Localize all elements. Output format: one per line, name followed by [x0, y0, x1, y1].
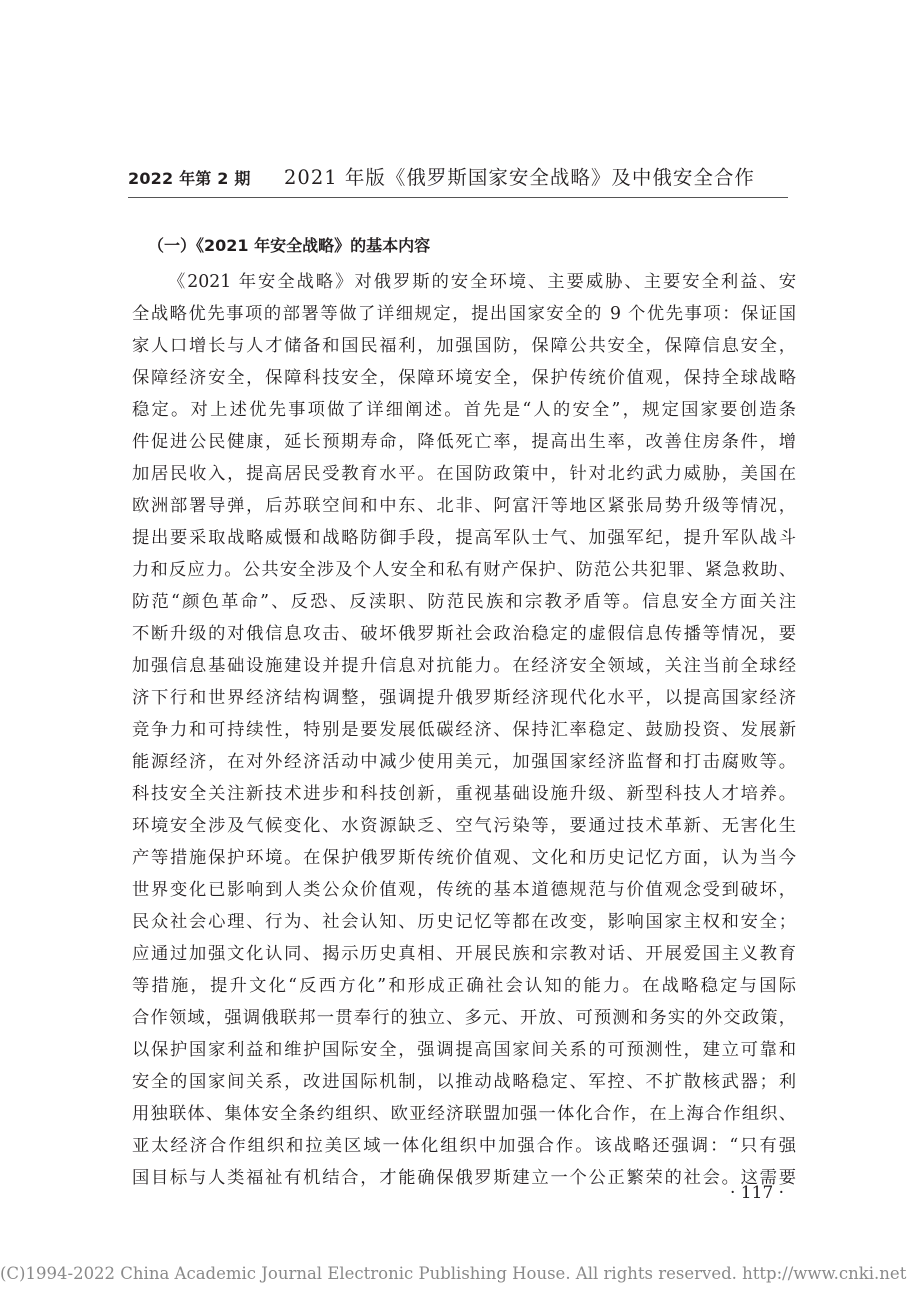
paragraph-line: 安全的国家间关系，改进国际机制，以推动战略稳定、军控、不扩散核武器；利	[132, 1072, 796, 1092]
paragraph-line: 稳定。对上述优先事项做了详细阐述。首先是“人的安全”，规定国家要创造条	[132, 400, 796, 420]
running-header	[128, 162, 788, 194]
running-title: 2021 年版《俄罗斯国家安全战略》及中俄安全合作	[284, 166, 755, 189]
paragraph-line: 力和反应力。公共安全涉及个人安全和私有财产保护、防范公共犯罪、紧急救助、	[132, 560, 796, 580]
paragraph-line: 等措施，提升文化“反西方化”和形成正确社会认知的能力。在战略稳定与国际	[132, 976, 796, 996]
journal-issue: 2022 年第 2 期	[128, 169, 251, 188]
paragraph-line: 科技安全关注新技术进步和科技创新，重视基础设施升级、新型科技人才培养。	[132, 784, 796, 804]
paragraph-line: 亚太经济合作组织和拉美区域一体化组织中加强合作。该战略还强调：“只有强	[132, 1136, 796, 1156]
paragraph-line: 能源经济，在对外经济活动中减少使用美元，加强国家经济监督和打击腐败等。	[132, 752, 796, 772]
paragraph-line: 合作领域，强调俄联邦一贯奉行的独立、多元、开放、可预测和务实的外交政策，	[132, 1008, 796, 1028]
paragraph-line: 件促进公民健康，延长预期寿命，降低死亡率，提高出生率，改善住房条件，增	[132, 432, 796, 452]
paragraph-line: 国目标与人类福祉有机结合，才能确保俄罗斯建立一个公正繁荣的社会。这需要	[132, 1168, 796, 1188]
paragraph-line: 产等措施保护环境。在保护俄罗斯传统价值观、文化和历史记忆方面，认为当今	[132, 848, 796, 868]
paragraph-line: 提出要采取战略威慑和战略防御手段，提高军队士气、加强军纪，提升军队战斗	[132, 528, 796, 548]
section-heading: （一）《2021 年安全战略》的基本内容	[148, 236, 431, 255]
header-rule	[128, 197, 788, 198]
paragraph-line: 全战略优先事项的部署等做了详细规定，提出国家安全的 9 个优先事项：保证国	[132, 304, 796, 324]
paragraph-line: 不断升级的对俄信息攻击、破坏俄罗斯社会政治稳定的虚假信息传播等情况，要	[132, 624, 796, 644]
body-paragraph	[132, 266, 796, 1194]
paragraph-line: 《2021 年安全战略》对俄罗斯的安全环境、主要威胁、主要安全利益、安	[168, 272, 796, 292]
paragraph-line: 以保护国家利益和维护国际安全，强调提高国家间关系的可预测性，建立可靠和	[132, 1040, 796, 1060]
paragraph-line: 民众社会心理、行为、社会认知、历史记忆等都在改变，影响国家主权和安全；	[132, 912, 796, 932]
page-number: · 117 ·	[730, 1183, 785, 1203]
paragraph-line: 用独联体、集体安全条约组织、欧亚经济联盟加强一体化合作，在上海合作组织、	[132, 1104, 796, 1124]
paragraph-line: 加强信息基础设施建设并提升信息对抗能力。在经济安全领域，关注当前全球经	[132, 656, 796, 676]
paragraph-line: 竞争力和可持续性，特别是要发展低碳经济、保持汇率稳定、鼓励投资、发展新	[132, 720, 796, 740]
paragraph-line: 保障经济安全，保障科技安全，保障环境安全，保护传统价值观，保持全球战略	[132, 368, 796, 388]
paragraph-line: 欧洲部署导弹，后苏联空间和中东、北非、阿富汗等地区紧张局势升级等情况，	[132, 496, 796, 516]
paragraph-line: 世界变化已影响到人类公众价值观，传统的基本道德规范与价值观念受到破坏，	[132, 880, 796, 900]
paragraph-line: 济下行和世界经济结构调整，强调提升俄罗斯经济现代化水平，以提高国家经济	[132, 688, 796, 708]
paragraph-line: 防范“颜色革命”、反恐、反渎职、防范民族和宗教矛盾等。信息安全方面关注	[132, 592, 796, 612]
paragraph-line: 家人口增长与人才储备和国民福利，加强国防，保障公共安全，保障信息安全，	[132, 336, 796, 356]
paragraph-line: 加居民收入，提高居民受教育水平。在国防政策中，针对北约武力威胁，美国在	[132, 464, 796, 484]
copyright-notice: (C)1994-2022 China Academic Journal Electronic Publishing House. All rights reserved. http://www.cnki.net	[0, 1264, 907, 1283]
paragraph-line: 应通过加强文化认同、揭示历史真相、开展民族和宗教对话、开展爱国主义教育	[132, 944, 796, 964]
paragraph-line: 环境安全涉及气候变化、水资源缺乏、空气污染等，要通过技术革新、无害化生	[132, 816, 796, 836]
